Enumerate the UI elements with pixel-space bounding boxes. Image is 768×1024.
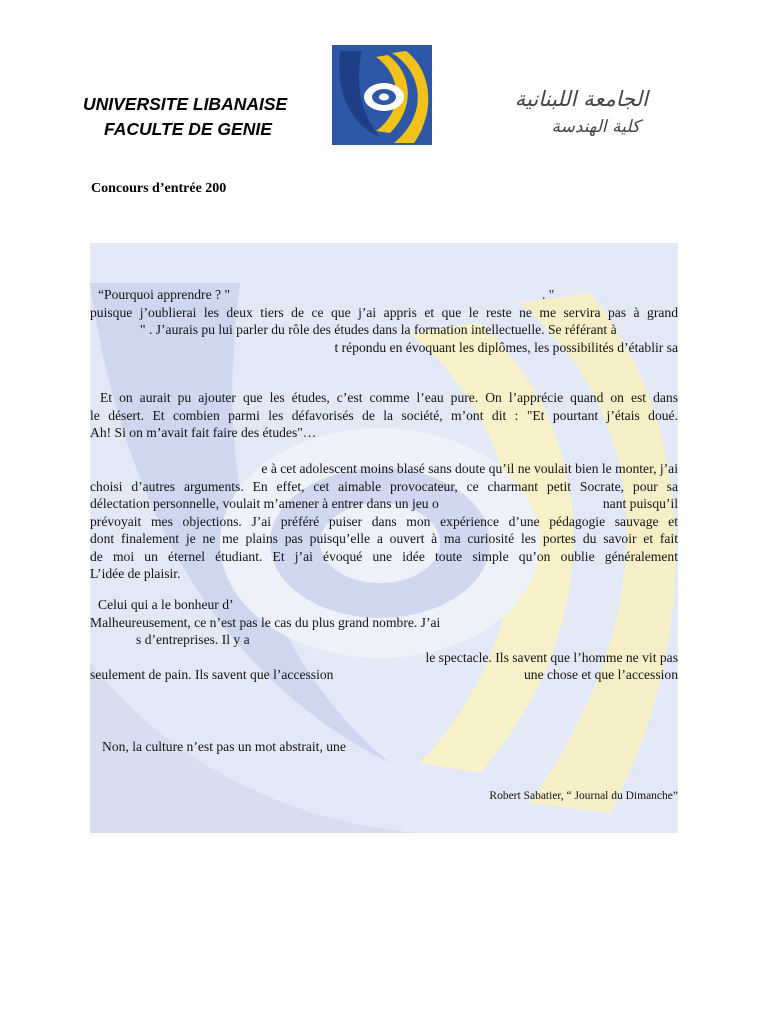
exam-heading: Concours d’entrée 200 <box>91 181 227 196</box>
p3-line-5: dont finalement je ne me plains pas puisqu’elle a ouvert à ma curiosité les portes du savoir et fait <box>90 531 678 546</box>
p1-line-1b: . " <box>542 287 555 302</box>
p3-line-3a: délectation personnelle, voulait m’amener à entrer dans un jeu o <box>90 496 439 511</box>
p4-line-1: Celui qui a le bonheur d’ <box>98 597 234 612</box>
p3-line-7: L’idée de plaisir. <box>90 566 181 581</box>
p2-line-2: le désert. Et combien parmi les défavorisés de la société, m’ont dit : "Et pourtant j’étais doué. <box>90 407 678 423</box>
p4-line-3: s d’entreprises. Il y a <box>136 632 250 647</box>
signature: Robert Sabatier, “ Journal du Dimanche” <box>489 790 678 802</box>
university-line-1: UNIVERSITE LIBANAISE <box>83 94 288 114</box>
p2-line-3: Ah! Si on m’avait fait faire des études"… <box>90 425 317 440</box>
lebanese-university-logo-icon <box>332 45 432 145</box>
p1-line-1a: “Pourquoi apprendre ? " <box>98 287 231 302</box>
p4-line-2: Malheureusement, ce n’est pas le cas du plus grand nombre. J’ai <box>90 614 441 630</box>
paragraph-3 <box>90 460 678 583</box>
p3-line-6: de moi un éternel étudiant. Et j’ai évoqué une idée toute simple qu’on oublie généralement <box>90 548 678 564</box>
p2-line-1: Et on aurait pu ajouter que les études, c’est comme l’eau pure. On l’apprécie quand on est dans <box>100 390 678 405</box>
p4-line-5b: une chose et que l’accession <box>524 667 678 682</box>
paragraph-4 <box>90 596 678 684</box>
p1-line-3: " . J’aurais pu lui parler du rôle des études dans la formation intellectuelle. Se référant à <box>140 322 617 337</box>
paragraph-1 <box>90 286 678 356</box>
p1-line-2: puisque j’oublierai les deux tiers de ce que j’ai appris et que le reste ne me servira pas à grand <box>90 304 678 320</box>
p4-line-5a: seulement de pain. Ils savent que l’accession <box>90 667 334 682</box>
paragraph-2 <box>90 389 678 442</box>
arabic-line-1: الجامعة اللبنانية <box>514 87 648 111</box>
p3-line-3b: nant puisqu’il <box>602 496 678 511</box>
p4-line-4: le spectacle. Ils savent que l’homme ne vit pas <box>425 649 678 665</box>
arabic-line-2: كلية الهندسة <box>551 117 640 137</box>
p3-line-4: prévoyait mes objections. J’ai préféré puiser dans mon expérience d’une pédagogie sauvage et <box>90 513 678 529</box>
p3-line-2: choisi d’autres arguments. En effet, cet aimable provocateur, ce charmant petit Socrate, pour sa <box>90 478 678 494</box>
university-line-2: FACULTE DE GENIE <box>104 119 272 139</box>
university-name <box>83 92 287 142</box>
p1-line-4: t répondu en évoquant les diplômes, les possibilités d’établir sa <box>334 339 678 355</box>
p5-line-1: Non, la culture n’est pas un mot abstrait, une <box>102 739 346 754</box>
paragraph-5 <box>90 738 678 756</box>
arabic-faculty-title <box>510 80 650 140</box>
p3-line-1: e à cet adolescent moins blasé sans doute qu’il ne voulait bien le monter, j’ai <box>261 461 678 476</box>
